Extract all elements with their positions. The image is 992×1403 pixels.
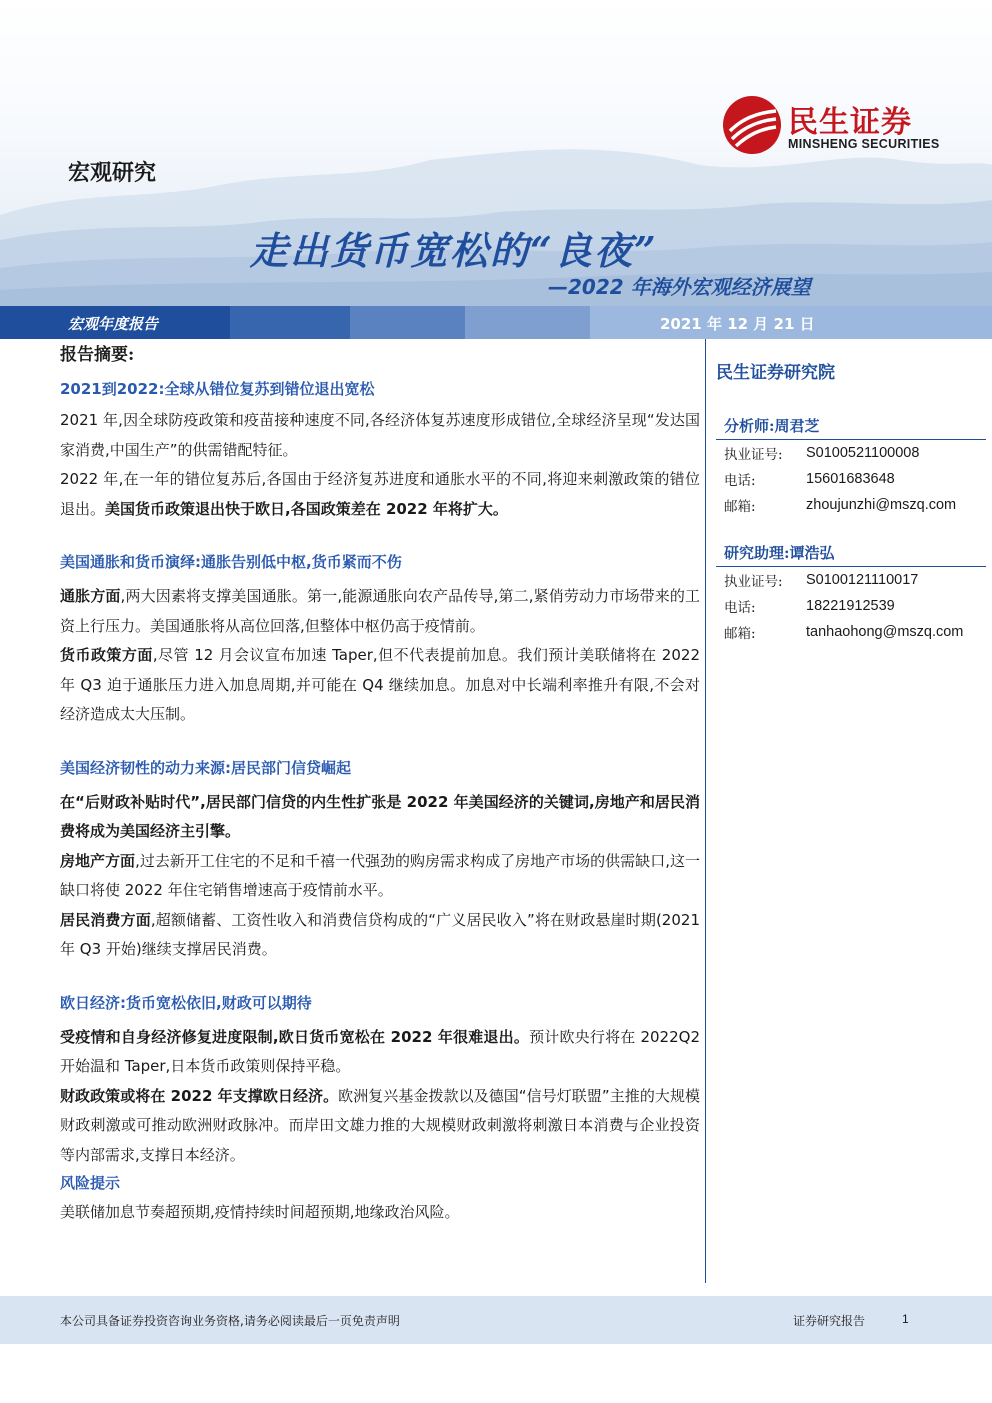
section-heading: 美国通胀和货币演绎:通胀告别低中枢,货币紧而不伤 xyxy=(60,553,402,571)
section-label: 宏观研究 xyxy=(68,160,157,186)
brand-name-cn: 民生证券 xyxy=(788,105,912,140)
bold-text: 在“后财政补贴时代”,居民部门信贷的内生性扩张是 2022 年美国经济的关键词,房地产和居民消费将成为美国经济主引擎。 xyxy=(60,792,700,840)
summary-paragraph xyxy=(60,906,700,965)
body-text: 美联储加息节奏超预期,疫情持续时间超预期,地缘政治风险。 xyxy=(60,1203,460,1221)
band-segment xyxy=(465,306,590,339)
body-text: ,两大因素将支撑美国通胀。第一,能源通胀向农产品传导,第二,紧俏劳动力市场带来的工资上行压力。美国通胀将从高位回落,但整体中枢仍高于疫情前。 xyxy=(60,587,700,635)
summary-paragraph xyxy=(60,406,700,465)
analyst-list xyxy=(716,413,986,645)
section-heading: 美国经济韧性的动力来源:居民部门信贷崛起 xyxy=(60,758,352,777)
footer-doc-type: 证券研究报告 xyxy=(793,1314,866,1328)
summary-sections xyxy=(60,378,700,1228)
contact-label: 电话: xyxy=(724,473,756,489)
bold-text: 受疫情和自身经济修复进度限制,欧日货币宽松在 2022 年很难退出。 xyxy=(60,1027,530,1046)
section-heading: 欧日经济:货币宽松依旧,财政可以期待 xyxy=(60,993,312,1012)
minsheng-swoosh-icon xyxy=(722,95,782,155)
report-date: 2021 年 12 月 21 日 xyxy=(660,315,815,333)
contact-value: tanhaohong@mszq.com xyxy=(806,624,964,640)
contact-row xyxy=(716,440,986,466)
footer-disclaimer: 本公司具备证券投资咨询业务资格,请务必阅读最后一页免责声明 xyxy=(60,1314,400,1328)
body-text: 2022 年,在一年的错位复苏后,各国由于经济复苏进度和通胀水平的不同,将迎来刺激政策的错位退出。 xyxy=(60,470,700,518)
brand-logo xyxy=(722,95,962,159)
contact-value: S0100121110017 xyxy=(806,572,919,588)
summary-paragraph xyxy=(60,788,700,847)
analyst-role: 分析师:周君芝 xyxy=(716,413,986,440)
report-subtitle: —2022 年海外宏观经济展望 xyxy=(548,275,811,299)
bold-text: 房地产方面 xyxy=(60,851,136,870)
page-footer xyxy=(0,1296,992,1344)
analyst-sidebar xyxy=(716,358,986,645)
contact-label: 执业证号: xyxy=(724,447,783,463)
contact-label: 电话: xyxy=(724,600,756,616)
summary-paragraph xyxy=(60,465,700,524)
summary-paragraph xyxy=(60,847,700,906)
section-heading: 风险提示 xyxy=(60,1174,121,1192)
contact-row xyxy=(716,466,986,492)
body-text: ,过去新开工住宅的不足和千禧一代强劲的购房需求构成了房地产市场的供需缺口,这一缺口将使 2022 年住宅销售增速高于疫情前水平。 xyxy=(60,851,700,899)
page-number: 1 xyxy=(902,1312,909,1326)
summary-paragraph xyxy=(60,1198,700,1228)
summary-heading: 报告摘要: xyxy=(60,345,135,365)
bold-text: 货币政策方面 xyxy=(60,646,153,664)
summary-paragraph xyxy=(60,641,700,730)
bold-text: 美国货币政策退出快于欧日,各国政策差在 2022 年将扩大。 xyxy=(105,499,508,518)
contact-label: 邮箱: xyxy=(724,626,756,642)
section-heading: 2021到2022:全球从错位复苏到错位退出宽松 xyxy=(60,380,375,398)
body-text: 欧洲复兴基金拨款以及德国“信号灯联盟”主推的大规模财政刺激或可推动欧洲财政脉冲。而岸田文雄力推的大规模财政刺激将刺激日本消费与企业投资等内部需求,支撑日本经济。 xyxy=(60,1086,701,1164)
bold-text: 居民消费方面 xyxy=(60,910,151,929)
band-segment xyxy=(230,306,350,339)
contact-row xyxy=(716,492,986,518)
brand-name-en: MINSHENG SECURITIES xyxy=(788,137,940,151)
contact-label: 邮箱: xyxy=(724,499,756,515)
body-text: 预计欧央行将在 2022Q2 开始温和 Taper,日本货币政策则保持平稳。 xyxy=(60,1027,700,1075)
contact-value: 18221912539 xyxy=(806,598,895,614)
contact-row xyxy=(716,593,986,619)
bold-text: 通胀方面 xyxy=(60,587,121,605)
contact-value: S0100521100008 xyxy=(806,445,920,461)
report-type: 宏观年度报告 xyxy=(68,315,159,333)
body-text: ,超额储蓄、工资性收入和消费信贷构成的“广义居民收入”将在财政悬崖时期(2021 年 Q3 开始)继续支撑居民消费。 xyxy=(60,910,700,958)
institute-name: 民生证券研究院 xyxy=(716,363,835,383)
report-title: 走出货币宽松的“良夜” xyxy=(250,228,658,273)
contact-row xyxy=(716,567,986,593)
contact-label: 执业证号: xyxy=(724,574,783,590)
contact-row xyxy=(716,619,986,645)
body-text: 2021 年,因全球防疫政策和疫苗接种速度不同,各经济体复苏速度形成错位,全球经济呈现“发达国家消费,中国生产”的供需错配特征。 xyxy=(60,411,700,459)
column-divider xyxy=(705,339,706,1283)
summary-column xyxy=(60,342,700,1228)
band-segment xyxy=(350,306,465,339)
summary-paragraph xyxy=(60,1082,700,1171)
summary-paragraph xyxy=(60,1023,700,1082)
body-text: ,尽管 12 月会议宣布加速 Taper,但不代表提前加息。我们预计美联储将在 2022 年 Q3 迫于通胀压力进入加息周期,并可能在 Q4 继续加息。加息对中长端利率推升有限,不会对经济造成太大压制。 xyxy=(60,646,700,723)
analyst-role: 研究助理:谭浩弘 xyxy=(716,540,986,567)
bold-text: 财政政策或将在 2022 年支撑欧日经济。 xyxy=(60,1086,339,1105)
summary-paragraph xyxy=(60,582,700,641)
contact-value: zhoujunzhi@mszq.com xyxy=(806,497,957,513)
contact-value: 15601683648 xyxy=(806,471,895,487)
